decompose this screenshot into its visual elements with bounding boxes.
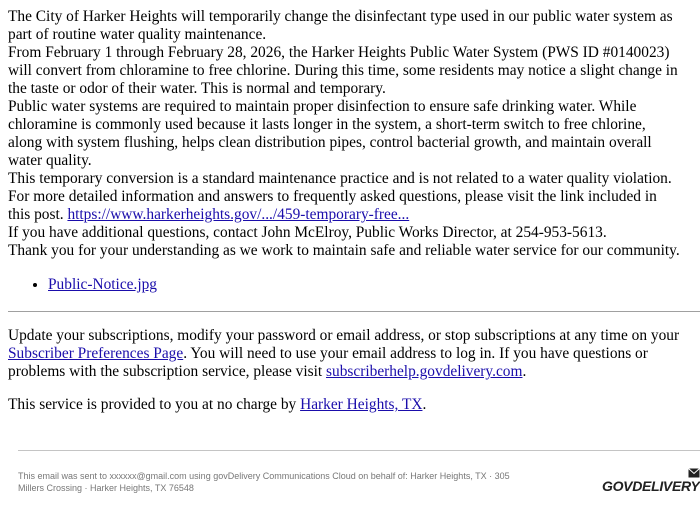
govdelivery-logo[interactable] — [602, 468, 700, 496]
provided-text: This service is provided to you at no charge by — [8, 396, 301, 413]
notice-line: the taste or odor of their water. This is normal and temporary. — [8, 80, 386, 97]
envelope-icon — [688, 468, 700, 478]
attachment-list — [8, 276, 700, 294]
subscriber-help-link[interactable]: subscriberhelp.govdelivery.com — [326, 363, 523, 380]
notice-line: Thank you for your understanding as we work to maintain safe and reliable water service for our community. — [8, 242, 680, 259]
footer-divider — [18, 450, 700, 451]
faq-link[interactable]: https://www.harkerheights.gov/.../459-temporary-free... — [67, 206, 410, 223]
subscription-line — [8, 363, 700, 381]
subscription-line — [8, 345, 700, 363]
notice-line: If you have additional questions, contact John McElroy, Public Works Director, at 254-953-5613. — [8, 224, 607, 241]
subscription-info — [8, 327, 700, 381]
service-provided-line — [8, 396, 700, 414]
notice-line: along with system flushing, helps clean distribution pipes, control bacterial growth, and maintain overall — [8, 134, 652, 151]
divider — [8, 311, 700, 312]
list-item — [48, 276, 700, 294]
subscription-text: . You will need to use your email address to log in. If you have questions or — [183, 345, 648, 362]
subscription-text: . — [522, 363, 527, 380]
harker-heights-link[interactable]: Harker Heights, TX — [300, 396, 423, 413]
notice-line: The City of Harker Heights will temporarily change the disinfectant type used in our public water system as — [8, 8, 673, 25]
subscriber-preferences-link[interactable]: Subscriber Preferences Page — [8, 345, 184, 362]
notice-line: water quality. — [8, 152, 92, 169]
notice-line: Public water systems are required to maintain proper disinfection to ensure safe drinking water. While — [8, 98, 637, 115]
notice-line: From February 1 through February 28, 2026, the Harker Heights Public Water System (PWS ID #0140023) — [8, 44, 670, 61]
notice-line: will convert from chloramine to free chlorine. During this time, some residents may notice a slight change in — [8, 62, 678, 79]
notice-line: This temporary conversion is a standard maintenance practice and is not related to a water quality violation. — [8, 170, 672, 187]
notice-line — [8, 206, 700, 224]
subscription-text: problems with the subscription service, please visit — [8, 363, 327, 380]
notice-line: part of routine water quality maintenance. — [8, 26, 267, 43]
notice-body — [8, 8, 700, 294]
footer-line: This email was sent to xxxxxx@gmail.com using govDelivery Communications Cloud on behalf of: Harker Heights, TX · 305 — [18, 471, 510, 481]
attachment-link[interactable]: Public-Notice.jpg — [48, 276, 157, 293]
footer-line: Millers Crossing · Harker Heights, TX 76548 — [18, 483, 194, 493]
logo-text: GOVDELIVERY — [602, 478, 700, 494]
footer — [18, 470, 578, 494]
notice-text: this post. — [8, 206, 68, 223]
notice-line: chloramine is commonly used because it lasts longer in the system, a short-term switch to free chlorine, — [8, 116, 646, 133]
subscription-line: Update your subscriptions, modify your password or email address, or stop subscriptions at any time on your — [8, 327, 680, 344]
notice-line: For more detailed information and answers to frequently asked questions, please visit the link included in — [8, 188, 657, 205]
provided-text: . — [422, 396, 427, 413]
